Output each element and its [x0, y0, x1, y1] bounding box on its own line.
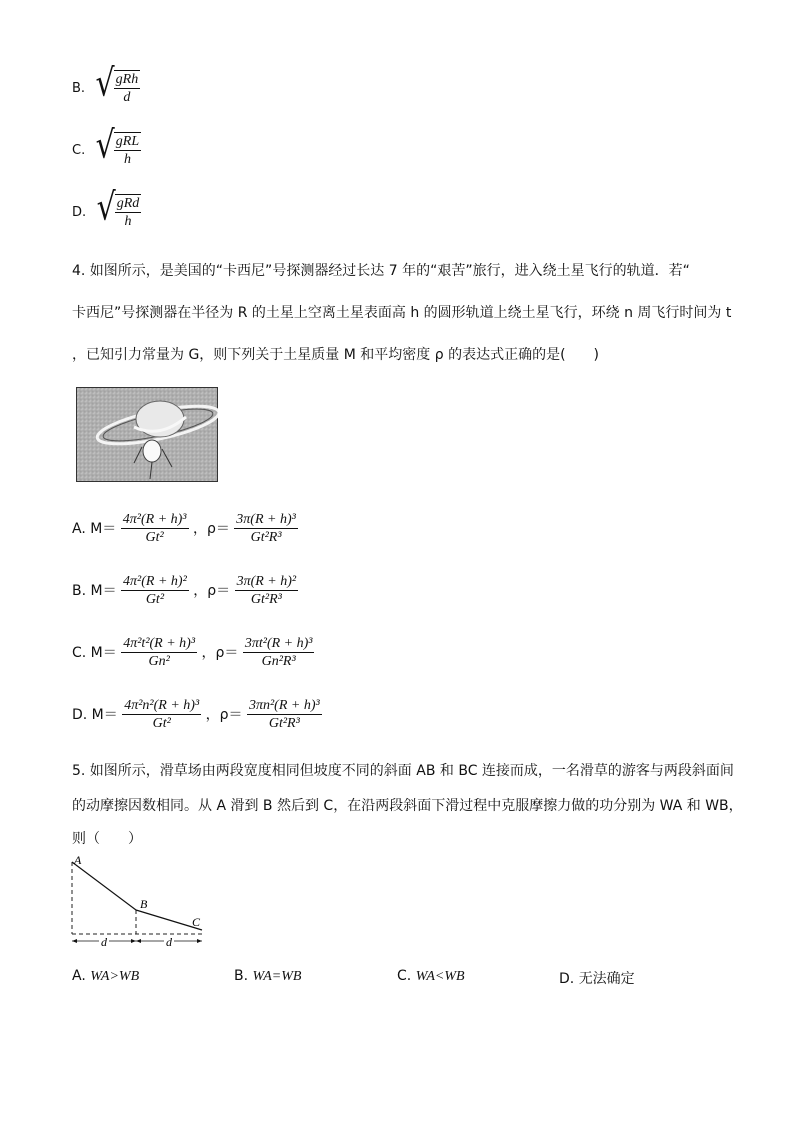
mass-numerator: 4π²t²(R + h)³	[121, 636, 197, 653]
option-text: WA<WB	[415, 969, 465, 984]
slope-diagram	[66, 852, 216, 952]
q3-option-d	[72, 185, 141, 230]
slope-ab	[72, 862, 136, 910]
q5-stem-line-3: 则（ ）	[72, 831, 142, 847]
width-label-1: d	[101, 935, 107, 949]
fraction-numerator: gRh	[114, 72, 141, 89]
width-label-2: d	[166, 935, 172, 949]
density-denominator: Gt²R³	[268, 716, 300, 732]
option-letter: C.	[397, 968, 412, 984]
mass-numerator: 4π²(R + h)³	[121, 512, 189, 529]
fraction-numerator: gRL	[114, 134, 141, 151]
fraction-denominator: h	[124, 214, 132, 230]
q4-stem-line-2: 卡西尼”号探测器在半径为 R 的土星上空离土星表面高 h 的圆形轨道上绕土星飞行，环绕 n 周飞行时间为 t	[72, 305, 732, 321]
option-text: WA=WB	[252, 969, 302, 984]
q4-option-a	[72, 512, 298, 546]
mass-denominator: Gn²	[148, 654, 170, 670]
option-prefix: D. M＝	[72, 706, 118, 723]
q4-stem-line-3: ，已知引力常量为 G，则下列关于土星质量 M 和平均密度 ρ 的表达式正确的是( )	[72, 347, 599, 363]
mass-denominator: Gt²	[145, 592, 165, 608]
option-text: 无法确定	[578, 971, 635, 987]
point-c-label: C	[192, 915, 201, 929]
density-numerator: 3πt²(R + h)³	[243, 636, 315, 653]
density-numerator: 3π(R + h)²	[235, 574, 299, 591]
density-separator: ，ρ＝	[205, 706, 243, 723]
option-prefix: B. M＝	[72, 582, 117, 599]
q5-option-b	[234, 968, 301, 985]
point-b-label: B	[140, 897, 148, 911]
fraction-denominator: h	[123, 152, 131, 168]
option-letter: D.	[72, 204, 87, 220]
mass-numerator: 4π²(R + h)²	[121, 574, 189, 591]
option-letter: B.	[72, 80, 86, 96]
density-separator: ，ρ＝	[201, 644, 239, 661]
fraction-denominator: d	[123, 90, 131, 106]
option-text: WA>WB	[90, 969, 140, 984]
q5-option-d	[559, 968, 635, 988]
mass-numerator: 4π²n²(R + h)³	[122, 698, 201, 715]
sqrt-expression: √ $\frac{\text{gRd}}{h}$	[96, 185, 140, 230]
point-a-label: A	[74, 853, 82, 867]
q4-stem-line-1: 4. 如图所示，是美国的“卡西尼”号探测器经过长达 7 年的“艰苦”旅行，进入绕土星飞行的轨道．若“	[72, 263, 690, 279]
option-letter: C.	[72, 142, 86, 158]
mass-denominator: Gt²	[145, 530, 164, 546]
density-denominator: Gn²R³	[261, 654, 296, 670]
density-separator: ，ρ＝	[192, 520, 230, 537]
density-separator: ，ρ＝	[193, 582, 231, 599]
density-denominator: Gt²R³	[250, 530, 282, 546]
q4-option-c	[72, 636, 314, 670]
mass-denominator: Gt²	[152, 716, 171, 732]
q5-option-a	[72, 968, 139, 985]
q3-option-c	[72, 123, 141, 168]
fraction-numerator: gRd	[115, 196, 142, 213]
option-letter: B.	[234, 968, 249, 984]
option-prefix: A. M＝	[72, 520, 117, 537]
sqrt-expression: √ $\frac{\text{gRh}}{d}$	[95, 61, 139, 106]
option-letter: A.	[72, 968, 86, 984]
option-letter: D.	[559, 971, 575, 987]
density-denominator: Gt²R³	[250, 592, 282, 608]
density-numerator: 3π(R + h)³	[234, 512, 298, 529]
sqrt-expression: √ $\frac{\text{gRL}}{h}$	[95, 123, 140, 168]
saturn-cassini-image	[76, 387, 218, 482]
density-numerator: 3πn²(R + h)³	[247, 698, 322, 715]
q3-option-b	[72, 61, 140, 106]
option-prefix: C. M＝	[72, 644, 117, 661]
q4-option-d	[72, 698, 322, 732]
q5-stem-line-1: 5. 如图所示，滑草场由两段宽度相同但坡度不同的斜面 AB 和 BC 连接而成，一名滑草的游客与两段斜面间	[72, 763, 734, 779]
q5-stem-line-2: 的动摩擦因数相同。从 A 滑到 B 然后到 C，在沿两段斜面下滑过程中克服摩擦力做的功分别为 WA 和 WB，	[72, 798, 743, 814]
q4-option-b	[72, 574, 298, 608]
q5-option-c	[397, 968, 465, 985]
